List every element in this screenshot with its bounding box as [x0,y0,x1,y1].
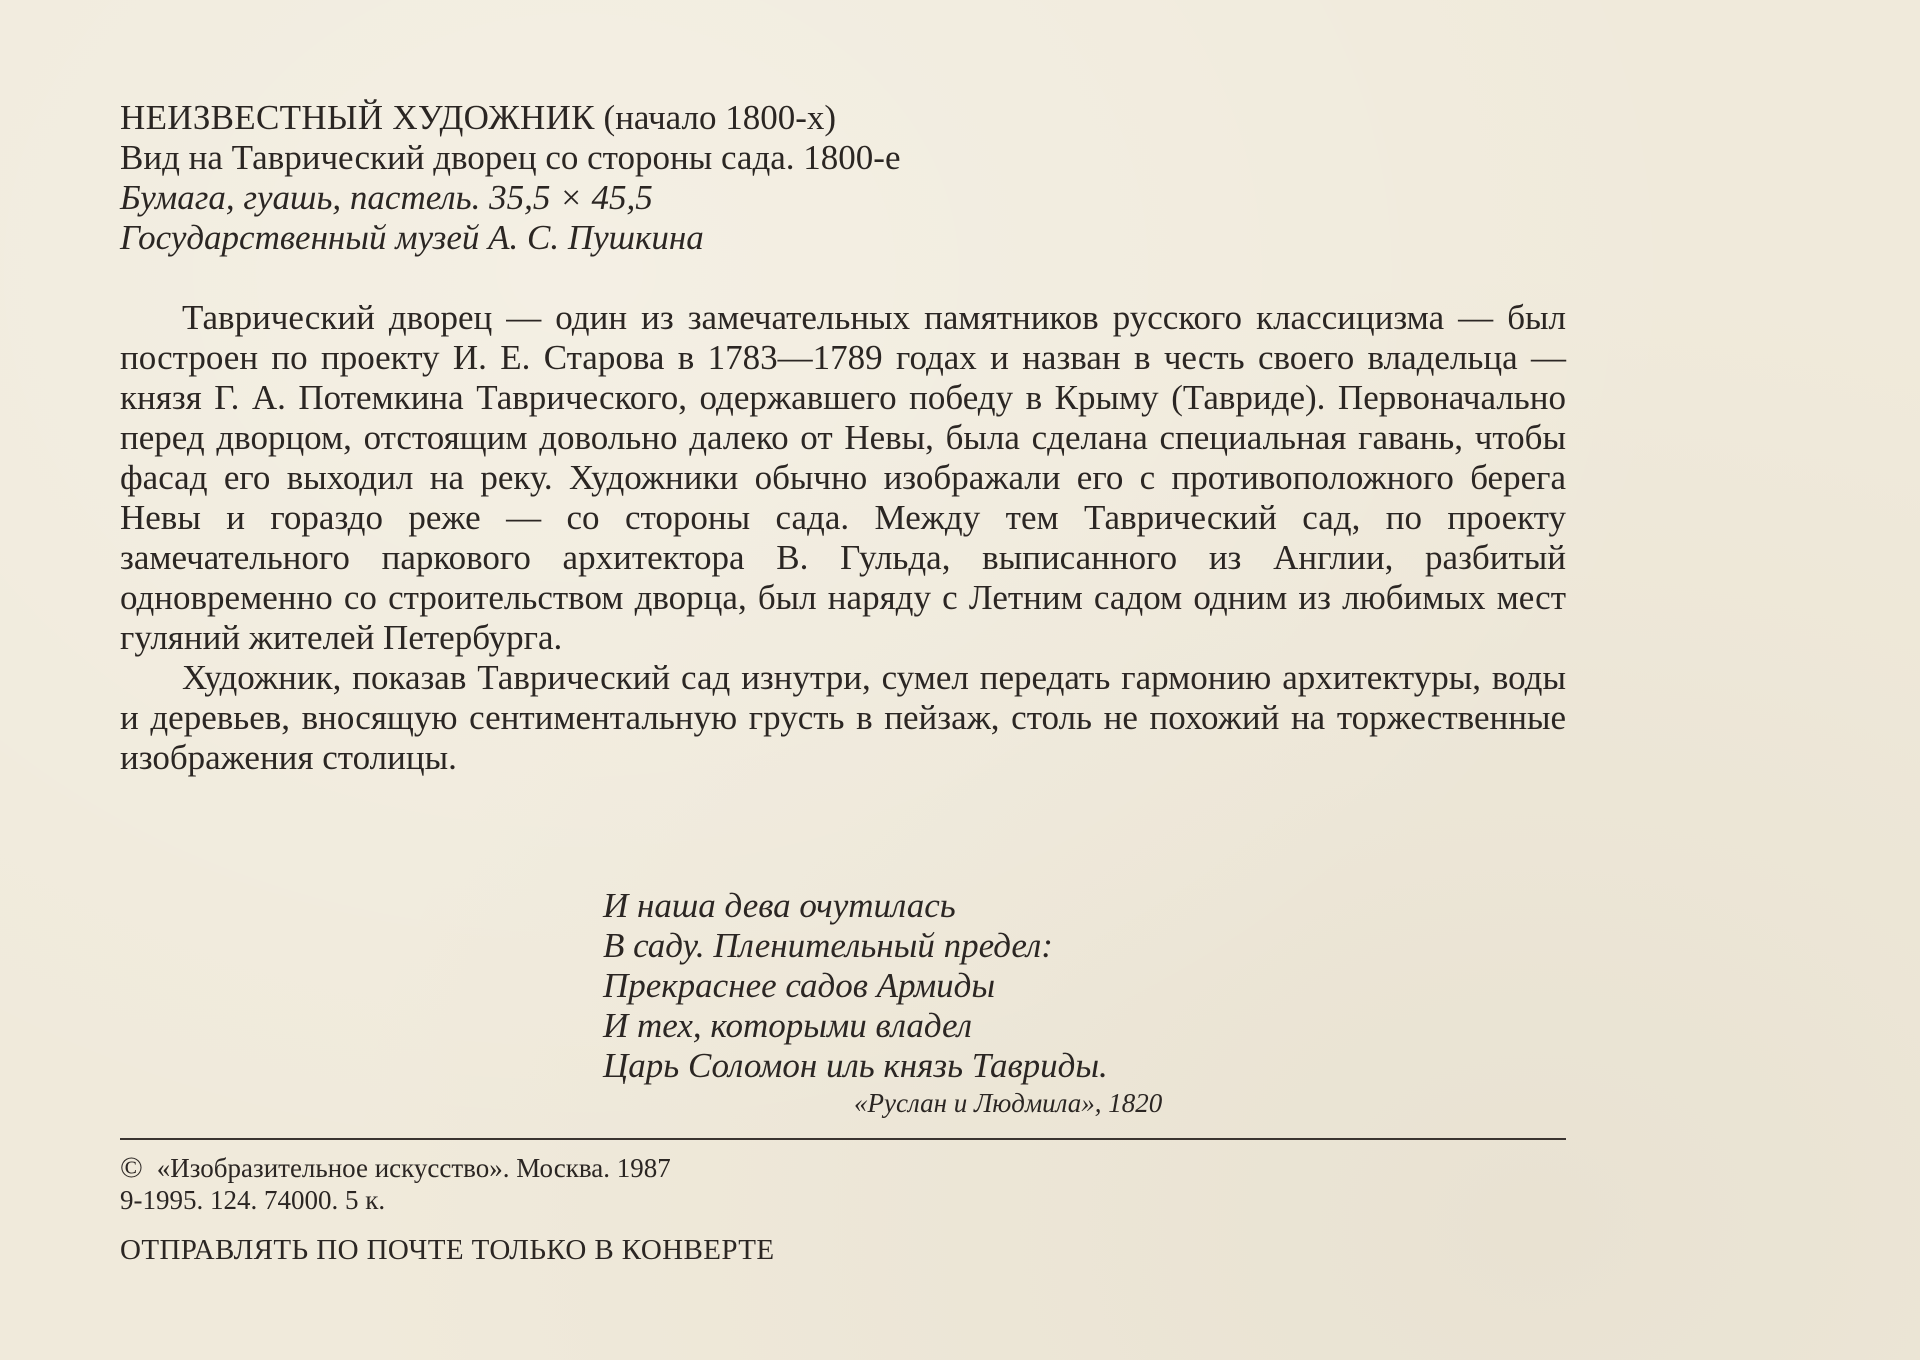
description-paragraph: Таврический дворец — один из замечательных памятников русского классицизма — был построен по проекту И. Е. Старова в 1783—1789 годах и назван в честь своего владельца — князя Г. А. Потемкина Таврического, одержавшего победу в Крыму (Тавриде). Первоначально перед дворцом, отстоящим довольно далеко от Невы, была сделана специальная гавань, чтобы фасад его выходил на реку. Художники обычно изображали его с противоположного берега Невы и гораздо реже — со стороны сада. Между тем Таврический сад, по проекту замечательного паркового архитектора В. Гульда, выписанного из Англии, разбитый одновременно со строительством дворца, был наряду с Летним садом одним из любимых мест гуляний жителей Петербурга. [120,298,1566,657]
poem-attribution: «Руслан и Людмила», 1820 [854,1088,1163,1118]
artist-dates: (начало 1800-х) [603,98,837,137]
poem-line: В саду. Пленительный предел: [603,926,1053,965]
artwork-caption [120,98,1570,258]
artwork-collection: Государственный музей А. С. Пушкина [120,218,704,257]
publisher-line-row [120,1152,671,1184]
description-text [120,298,1566,778]
artwork-title: Вид на Таврический дворец со стороны сада. 1800-е [120,138,901,177]
poem-line: И наша дева очутилась [603,886,956,925]
divider-line [120,1138,1566,1140]
description-paragraph: Художник, показав Таврический сад изнутри, сумел передать гармонию архитектуры, воды и деревьев, вносящую сентиментальную грусть в пейзаж, столь не похожий на торжественные изображения столицы. [120,658,1566,777]
copyright-icon: © [120,1151,143,1184]
artist-name: НЕИЗВЕСТНЫЙ ХУДОЖНИК [120,98,595,137]
poem-line: И тех, которыми владел [603,1006,972,1045]
publisher-line: «Изобразительное искусство». Москва. 1987 [156,1153,671,1183]
print-info: 9-1995. 124. 74000. 5 к. [120,1185,386,1215]
artwork-medium: Бумага, гуашь, пастель. 35,5 × 45,5 [120,178,653,217]
publisher-imprint [120,1152,671,1216]
postal-notice: ОТПРАВЛЯТЬ ПО ПОЧТЕ ТОЛЬКО В КОНВЕРТЕ [120,1234,775,1266]
poem-line: Прекраснее садов Армиды [603,966,996,1005]
poem-line: Царь Соломон иль князь Тавриды. [603,1046,1108,1085]
artist-line [120,98,1570,138]
poem-quote [603,886,1108,1086]
